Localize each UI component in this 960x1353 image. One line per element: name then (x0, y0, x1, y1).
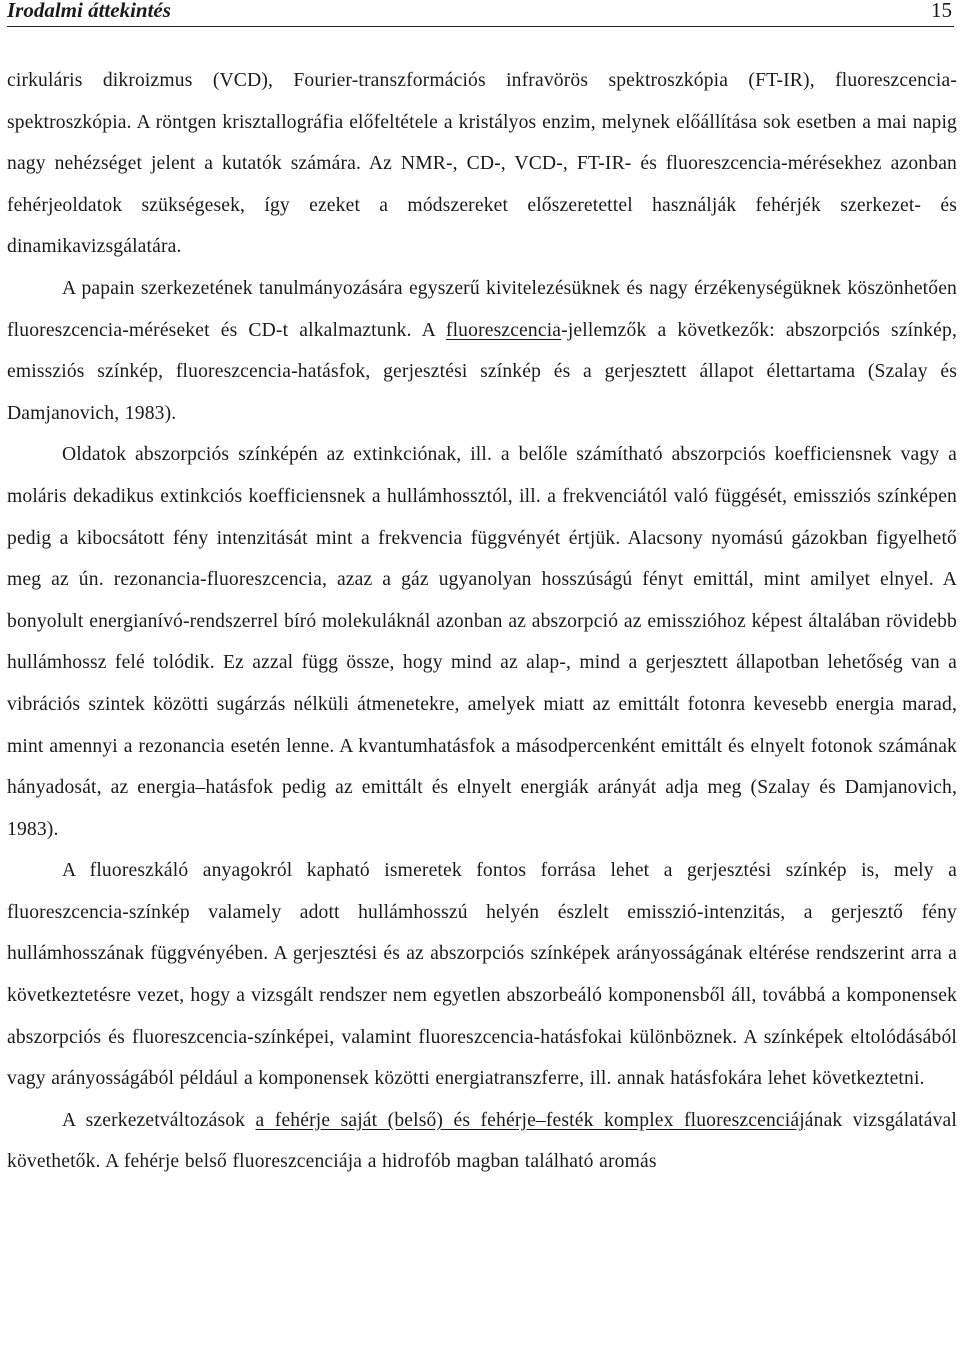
section-title: Irodalmi áttekintés (7, 0, 171, 22)
underlined-term: fluoreszcencia (445, 319, 562, 341)
page-number: 15 (931, 0, 952, 22)
paragraph-2: A papain szerkezetének tanulmányozására egyszerű kivitelezésüknek és nagy érzékenységüknek köszönhetően fluoreszcencia-méréseket és CD-t alkalmaztunk. A fluoreszcencia-jellemzők a következők: abszorpciós színkép, emissziós színkép, fluoreszcencia-hatásfok, gerjesztési színkép és a gerjesztett állapot élettartama (Szalay és Damjanovich, 1983). (7, 277, 958, 424)
paragraph-5: A szerkezetváltozások a fehérje saját (belső) és fehérje–festék komplex fluoreszcenciájának vizsgálatával követhetők. A fehérje belső fluoreszcenciája a hidrofób magban található aromás (7, 1109, 957, 1173)
underlined-phrase: a fehérje saját (belső) és fehérje–festék komplex fluoreszcenciáj (255, 1109, 805, 1131)
paragraph-4: A fluoreszkáló anyagokról kapható ismeretek fontos forrása lehet a gerjesztési színkép is, mely a fluoreszcencia-színkép valamely adott hullámhosszú helyén észlelt emisszió-intenzitás, a gerjesztő fény hullámhosszának függvényében. A gerjesztési és az abszorpciós színképek arányosságának eltérése rendszerint arra a következtetésre vezet, hogy a vizsgált rendszer nem egyetlen abszorbeáló komponensből áll, továbbá a komponensek abszorpciós és fluoreszcencia-színképei, valamint fluoreszcencia-hatásfokai különböznek. A színképek eltolódásából vagy arányosságából például a komponensek közötti energiatranszferre, ill. annak hatásfokára lehet következtetni. (7, 860, 957, 1090)
paragraph-3: Oldatok abszorpciós színképén az extinkciónak, ill. a belőle számítható abszorpciós koefficiensnek vagy a moláris dekadikus extinkciós koefficiensnek a hullámhossztól, ill. a frekvenciától való függését, emissziós színképen pedig a kibocsátott fény intenzitását mint a frekvencia függvényét értjük. Alacsony nyomású gázokban figyelhető meg az ún. rezonancia-fluoreszcencia, azaz a gáz ugyanolyan hosszúságú fényt emittál, mint amilyet elnyel. A bonyolult energianívó-rendszerrel bíró molekuláknál azonban az abszorpció az emisszióhoz képest általában rövidebb hullámhossz felé tolódik. Ez azzal függ össze, hogy mind az alap-, mind a gerjesztett állapotban lehetőség van a vibrációs szintek közötti sugárzás nélküli átmenetekre, amelyek miatt az emittált fotonra kevesebb energia marad, mint amennyi a rezonancia esetén lenne. A kvantumhatásfok a másodpercenként emittált és elnyelt fotonok számának hányadosát, az energia–hatásfok pedig az emittált és elnyelt energiák arányát adja meg (Szalay és Damjanovich, 1983). (7, 444, 957, 840)
page-header (7, 0, 954, 27)
paragraph-1: cirkuláris dikroizmus (VCD), Fourier-transzformációs infravörös spektroszkópia (FT-IR), fluoreszcencia-spektroszkópia. A röntgen krisztallográfia előfeltétele a kristályos enzim, melynek előállítása sok esetben a mai napig nagy nehézséget jelent a kutatók számára. Az NMR-, CD-, VCD-, FT-IR- és fluoreszcencia-mérésekhez azonban fehérjeoldatok szükségesek, így ezeket a módszereket előszeretettel használják fehérjék szerkezet- és dinamikavizsgálatára. (7, 70, 957, 258)
body-text (7, 60, 957, 1183)
